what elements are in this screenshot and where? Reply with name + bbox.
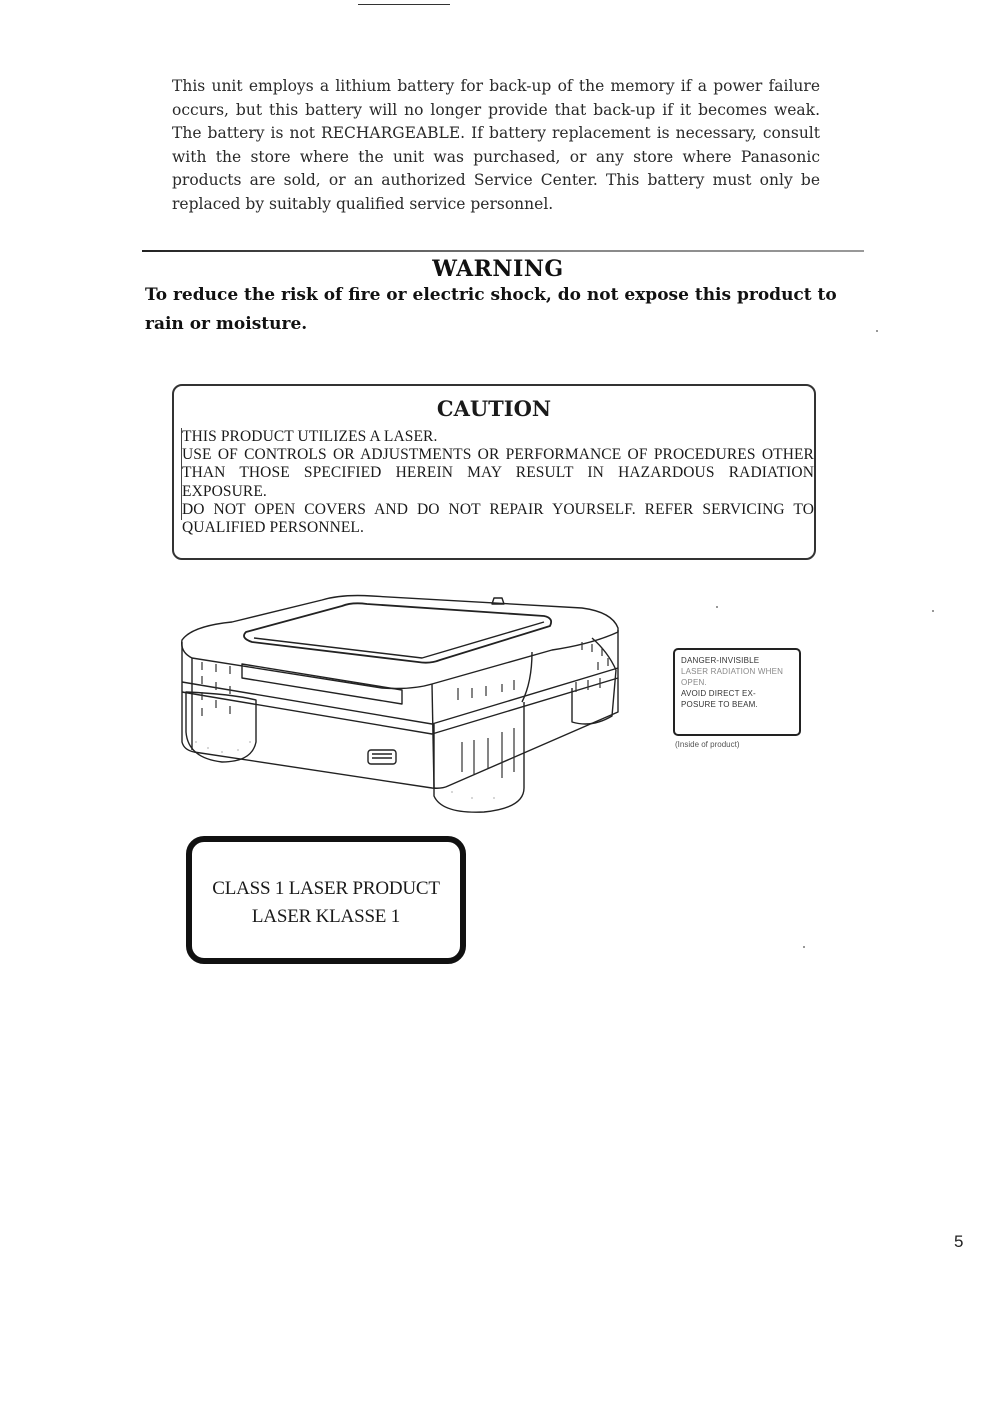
class-label-line-2: LASER KLASSE 1 xyxy=(251,906,401,927)
danger-label-line-2: LASER RADIATION WHEN xyxy=(681,667,784,676)
danger-label-line-5: POSURE TO BEAM. xyxy=(681,700,758,709)
battery-notice xyxy=(172,75,820,216)
caution-line-1: THIS PRODUCT UTILIZES A LASER. xyxy=(182,428,438,445)
scan-speck xyxy=(803,946,805,948)
caution-line-2: USE OF CONTROLS OR ADJUSTMENTS OR PERFORMANCE OF PROCEDURES OTHER THAN THOSE SPECIFIED HEREIN MAY RESULT IN HAZARDOUS RADIATION EXPOSURE. xyxy=(182,446,814,500)
danger-label-line-1: DANGER-INVISIBLE xyxy=(681,656,760,665)
warning-text: To reduce the risk of fire or electric shock, do not expose this product to rain or moisture. xyxy=(145,285,837,334)
caution-line-3: DO NOT OPEN COVERS AND DO NOT REPAIR YOURSELF. REFER SERVICING TO QUALIFIED PERSONNEL. xyxy=(182,500,814,537)
caution-box xyxy=(172,384,816,560)
page-number: 5 xyxy=(954,1232,964,1251)
danger-label-caption: (Inside of product) xyxy=(675,740,740,749)
caution-text xyxy=(182,428,814,537)
warning-rule xyxy=(142,250,864,252)
class-1-laser-label xyxy=(186,836,466,964)
warning-title: WARNING xyxy=(432,256,564,282)
top-rule xyxy=(358,4,450,5)
danger-label-line-4: AVOID DIRECT EX- xyxy=(681,689,756,698)
scan-speck xyxy=(716,606,718,608)
scan-speck xyxy=(932,610,934,612)
scan-speck xyxy=(876,330,878,332)
class-label-line-1: CLASS 1 LASER PRODUCT xyxy=(212,878,440,899)
danger-label xyxy=(673,648,801,736)
product-illustration xyxy=(172,592,624,814)
battery-notice-text: This unit employs a lithium battery for back-up of the memory if a power failure occurs, but this battery will no longer provide that back-up if it becomes weak. The battery is not RECHARGEABLE. If battery replacement is necessary, consult with the store where the unit was purchased, or any store where Panasonic products are sold, or an authorized Service Center. This battery must only be replaced by suitably qualified service personnel. xyxy=(172,77,820,213)
danger-label-line-3: OPEN. xyxy=(681,678,707,687)
caution-title: CAUTION xyxy=(436,396,552,421)
